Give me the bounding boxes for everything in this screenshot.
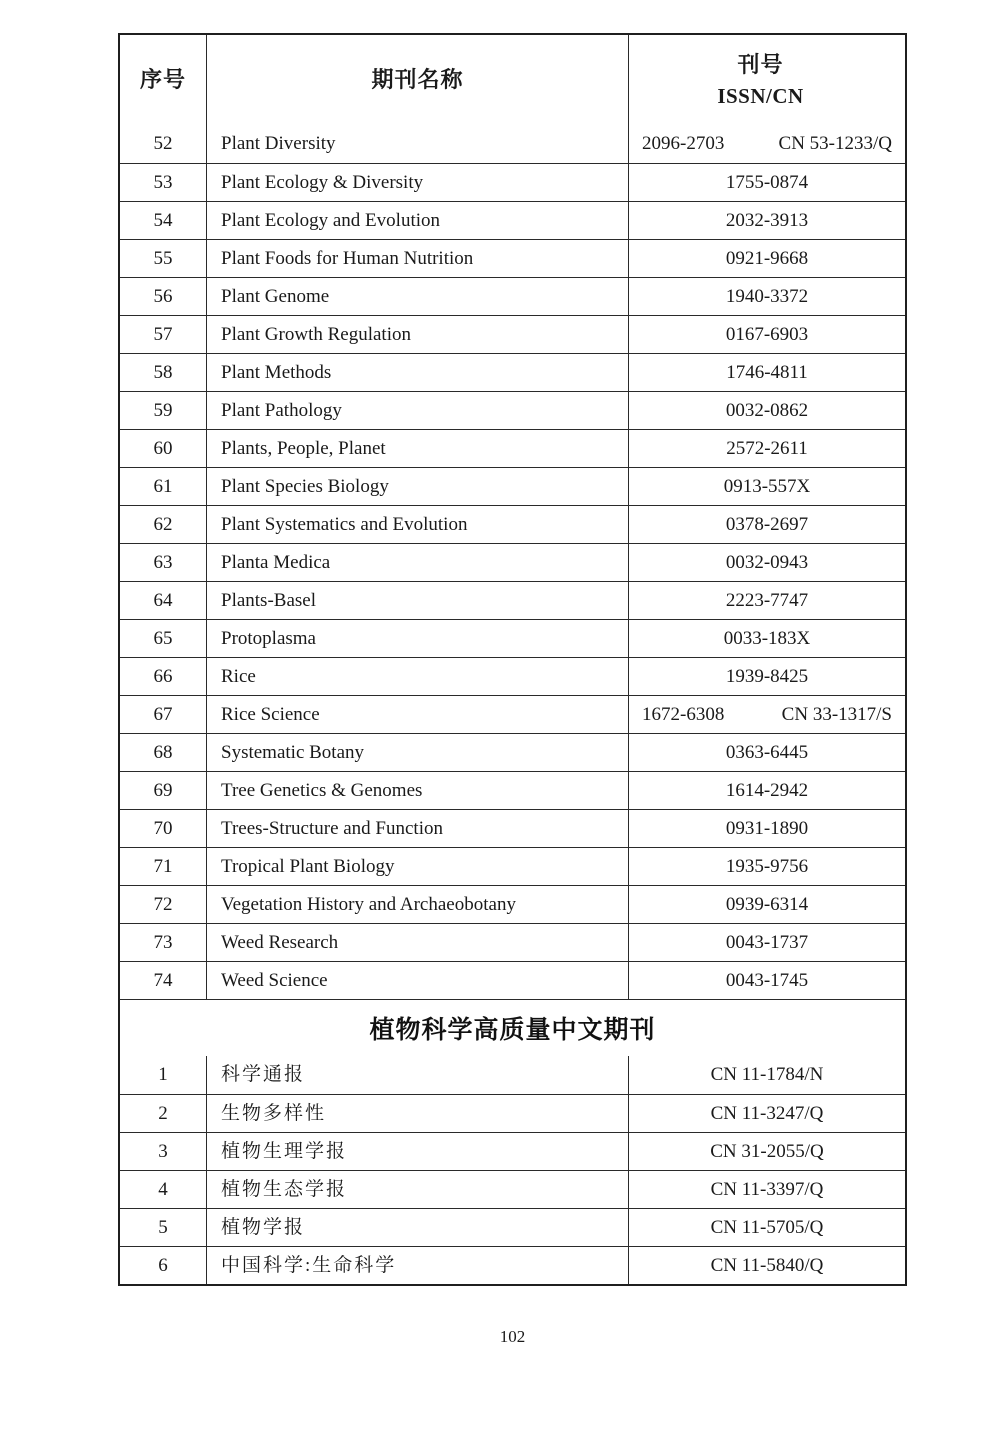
journal-name: Plant Genome: [206, 278, 628, 315]
table-row: [120, 125, 905, 163]
row-serial-number: 57: [153, 323, 173, 345]
journal-issn-cn: CN 11-5840/Q: [628, 1247, 905, 1284]
row-serial-number: 53: [153, 171, 173, 193]
table-row: [120, 239, 905, 277]
journal-name: Plant Diversity: [206, 125, 628, 163]
journal-name: Tropical Plant Biology: [206, 848, 628, 885]
journal-name: Vegetation History and Archaeobotany: [206, 886, 628, 923]
table-row: [120, 1132, 905, 1170]
journal-issn-cn: [628, 696, 905, 733]
row-serial-number: 67: [153, 703, 173, 725]
table-row: [120, 201, 905, 239]
journal-issn-cn: 0032-0862: [628, 392, 905, 429]
row-serial-number: 72: [153, 893, 173, 915]
cn-value: CN 33-1317/S: [781, 703, 892, 725]
journal-issn-cn: 0931-1890: [628, 810, 905, 847]
journal-issn-cn: CN 11-5705/Q: [628, 1209, 905, 1246]
row-serial-number: 54: [153, 209, 173, 231]
journal-issn-cn: 0033-183X: [628, 620, 905, 657]
row-serial-number: 62: [153, 513, 173, 535]
journal-issn-cn: 1935-9756: [628, 848, 905, 885]
journal-name: Rice Science: [206, 696, 628, 733]
journal-issn-cn: 1939-8425: [628, 658, 905, 695]
journal-issn-cn: 0913-557X: [628, 468, 905, 505]
row-serial-number: 61: [153, 475, 173, 497]
row-serial-number: 3: [158, 1140, 168, 1162]
table-row: [120, 315, 905, 353]
journal-name: Protoplasma: [206, 620, 628, 657]
table-row: [120, 543, 905, 581]
header-kanhao-label: 刊号: [737, 52, 784, 78]
journal-name: Plant Systematics and Evolution: [206, 506, 628, 543]
row-serial-number: 52: [153, 133, 173, 155]
row-serial-number: 63: [153, 551, 173, 573]
row-serial-number: 1: [158, 1064, 168, 1086]
row-serial-number: 64: [153, 589, 173, 611]
journal-issn-cn: 0032-0943: [628, 544, 905, 581]
journal-name: Planta Medica: [206, 544, 628, 581]
journal-issn-cn: 1940-3372: [628, 278, 905, 315]
journal-issn-cn: 0939-6314: [628, 886, 905, 923]
table-row: [120, 1208, 905, 1246]
row-serial-number: 55: [153, 247, 173, 269]
journal-name: Trees-Structure and Function: [206, 810, 628, 847]
journal-issn-cn: 1614-2942: [628, 772, 905, 809]
table-row: [120, 885, 905, 923]
journal-issn-cn: 0167-6903: [628, 316, 905, 353]
row-serial-number: 69: [153, 779, 173, 801]
table-row: [120, 619, 905, 657]
journal-issn-cn: CN 11-1784/N: [628, 1056, 905, 1094]
journal-issn-cn: 2032-3913: [628, 202, 905, 239]
chinese-rows: [120, 1056, 905, 1284]
row-serial-number: 74: [153, 969, 173, 991]
journal-issn-cn: 0043-1737: [628, 924, 905, 961]
table-row: [120, 695, 905, 733]
journal-issn-cn: CN 11-3247/Q: [628, 1095, 905, 1132]
row-serial-number: 59: [153, 399, 173, 421]
journal-name: Plant Species Biology: [206, 468, 628, 505]
row-serial-number: 56: [153, 285, 173, 307]
journal-name: Plant Pathology: [206, 392, 628, 429]
journal-issn-cn: 1746-4811: [628, 354, 905, 391]
journal-name: Weed Science: [206, 962, 628, 999]
row-serial-number: 68: [153, 741, 173, 763]
section-header-row: [120, 999, 905, 1056]
row-serial-number: 73: [153, 931, 173, 953]
journal-name: Plant Ecology and Evolution: [206, 202, 628, 239]
table-row: [120, 429, 905, 467]
table-row: [120, 505, 905, 543]
journal-name: Plant Methods: [206, 354, 628, 391]
table-row: [120, 581, 905, 619]
table-row: [120, 1056, 905, 1094]
journal-name: Plant Growth Regulation: [206, 316, 628, 353]
journal-name: Tree Genetics & Genomes: [206, 772, 628, 809]
journal-issn-cn: 2223-7747: [628, 582, 905, 619]
section-title: 植物科学高质量中文期刊: [369, 1016, 656, 1044]
table-row: [120, 163, 905, 201]
row-serial-number: 6: [158, 1254, 168, 1276]
issn-value: 2096-2703: [642, 133, 725, 155]
table-row: [120, 277, 905, 315]
row-serial-number: 60: [153, 437, 173, 459]
journal-name: Rice: [206, 658, 628, 695]
table-row: [120, 961, 905, 999]
journal-issn-cn: 0378-2697: [628, 506, 905, 543]
journal-name: 中国科学:生命科学: [206, 1247, 628, 1284]
journal-name: 植物生理学报: [206, 1133, 628, 1170]
journal-name: 生物多样性: [206, 1095, 628, 1132]
table-row: [120, 847, 905, 885]
journal-name: 科学通报: [206, 1056, 628, 1094]
row-serial-number: 5: [158, 1216, 168, 1238]
header-issn-label: ISSN/CN: [717, 83, 804, 108]
journal-issn-cn: 0043-1745: [628, 962, 905, 999]
cn-value: CN 53-1233/Q: [778, 133, 892, 155]
row-serial-number: 71: [153, 855, 173, 877]
row-serial-number: 65: [153, 627, 173, 649]
table-row: [120, 923, 905, 961]
row-serial-number: 2: [158, 1102, 168, 1124]
issn-value: 1672-6308: [642, 703, 725, 725]
journal-name: 植物学报: [206, 1209, 628, 1246]
header-journal-name: 期刊名称: [206, 35, 628, 125]
journal-name: Weed Research: [206, 924, 628, 961]
table-row: [120, 657, 905, 695]
journal-issn-cn: 1755-0874: [628, 164, 905, 201]
journal-issn-cn: 0363-6445: [628, 734, 905, 771]
row-serial-number: 70: [153, 817, 173, 839]
journal-name: Plant Foods for Human Nutrition: [206, 240, 628, 277]
table-row: [120, 1170, 905, 1208]
table-row: [120, 733, 905, 771]
row-serial-number: 58: [153, 361, 173, 383]
journal-name: 植物生态学报: [206, 1171, 628, 1208]
journal-issn-cn: [628, 125, 905, 163]
row-serial-number: 4: [158, 1178, 168, 1200]
table-row: [120, 809, 905, 847]
journal-name: Plants, People, Planet: [206, 430, 628, 467]
page-number: 102: [499, 1327, 526, 1346]
journal-issn-cn: CN 11-3397/Q: [628, 1171, 905, 1208]
table-row: [120, 467, 905, 505]
journal-table: [118, 33, 907, 1286]
table-row: [120, 1094, 905, 1132]
journal-name: Plants-Basel: [206, 582, 628, 619]
journal-issn-cn: CN 31-2055/Q: [628, 1133, 905, 1170]
header-issn-cn: [628, 35, 905, 125]
table-row: [120, 391, 905, 429]
journal-name: Plant Ecology & Diversity: [206, 164, 628, 201]
journal-issn-cn: 2572-2611: [628, 430, 905, 467]
table-row: [120, 771, 905, 809]
row-serial-number: 66: [153, 665, 173, 687]
header-serial-number: 序号: [139, 67, 186, 93]
journal-issn-cn: 0921-9668: [628, 240, 905, 277]
english-rows: [120, 125, 905, 999]
journal-name: Systematic Botany: [206, 734, 628, 771]
table-header-row: [120, 35, 905, 125]
table-row: [120, 1246, 905, 1284]
table-row: [120, 353, 905, 391]
